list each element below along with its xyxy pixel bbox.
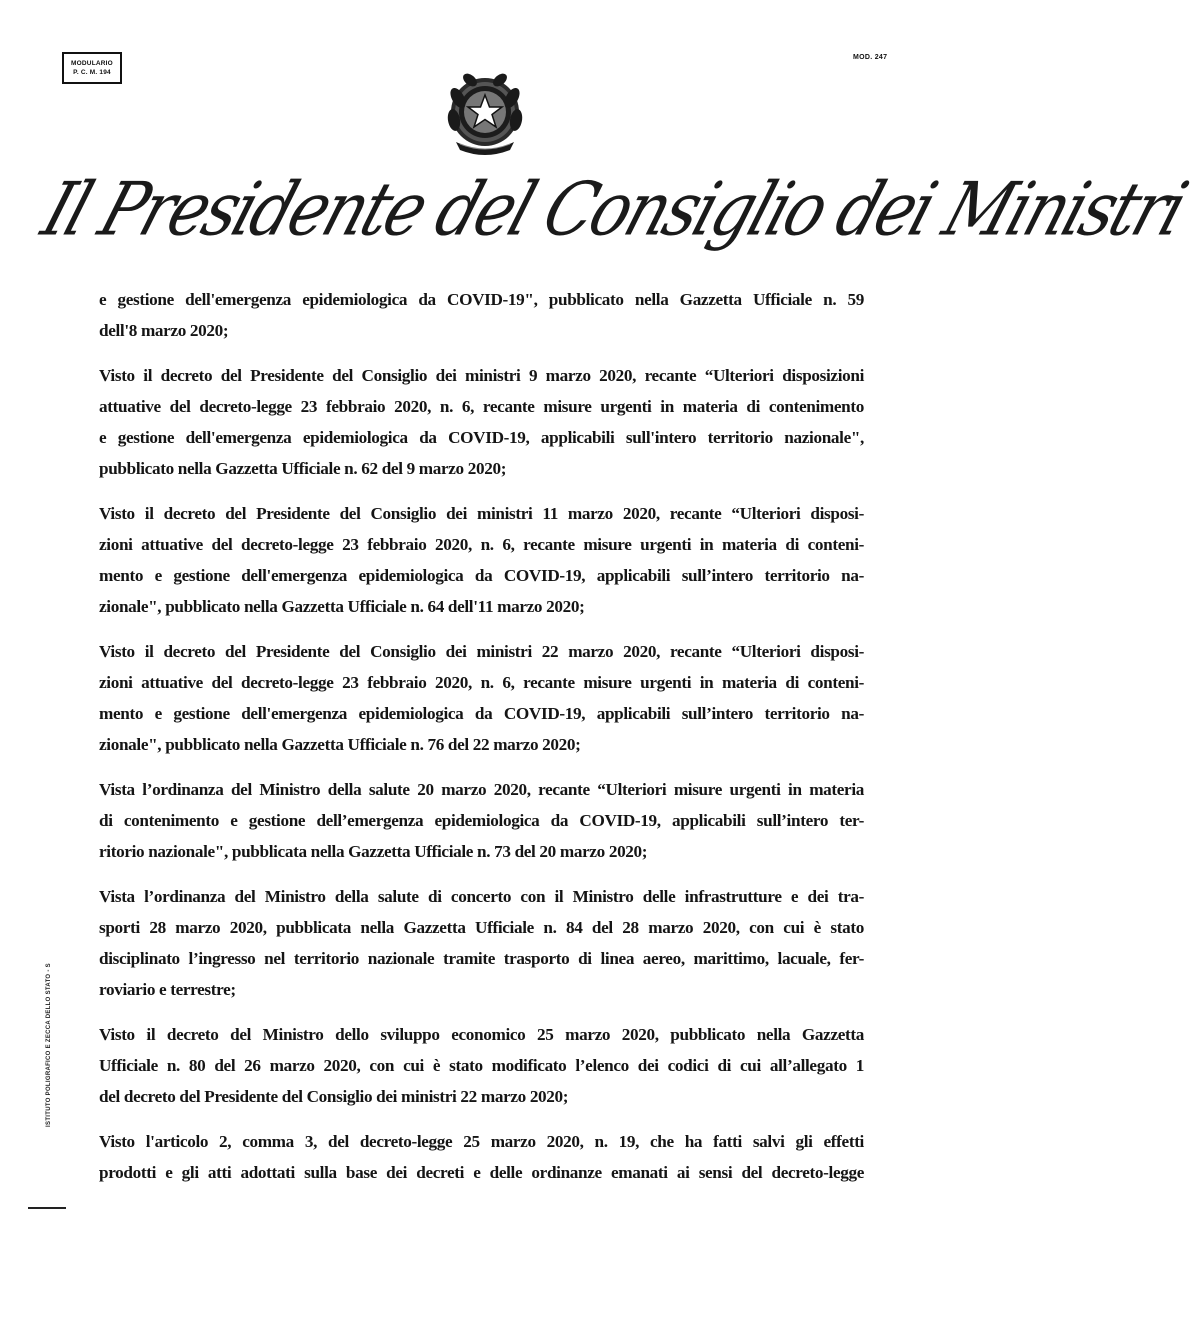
- text-line: attuative del decreto-legge 23 febbraio 2020, n. 6, recante misure urgenti in materia di contenimento: [99, 397, 864, 416]
- text-line: Visto il decreto del Presidente del Consiglio dei ministri 11 marzo 2020, recante “Ulteriori disposi-: [99, 504, 864, 523]
- paragraph: [99, 636, 864, 760]
- stamp-line-1: MODULARIO: [71, 60, 113, 67]
- paragraph: [99, 360, 864, 484]
- text-line: zionale", pubblicato nella Gazzetta Ufficiale n. 76 del 22 marzo 2020;: [99, 735, 581, 754]
- printer-margin-note: [43, 955, 55, 1135]
- text-line: Vista l’ordinanza del Ministro della salute 20 marzo 2020, recante “Ulteriori misure urgenti in materia: [99, 780, 864, 799]
- text-line: ritorio nazionale", pubblicata nella Gazzetta Ufficiale n. 73 del 20 marzo 2020;: [99, 842, 648, 861]
- text-line: Visto il decreto del Presidente del Consiglio dei ministri 9 marzo 2020, recante “Ulteriori disposizioni: [99, 366, 864, 385]
- text-line: e gestione dell'emergenza epidemiologica da COVID-19, applicabili sull'intero territorio nazionale",: [99, 428, 864, 447]
- text-line: zioni attuative del decreto-legge 23 febbraio 2020, n. 6, recante misure urgenti in materia di conteni-: [99, 535, 864, 554]
- letterhead: [32, 158, 1194, 268]
- paragraph: [99, 284, 864, 346]
- text-line: dell'8 marzo 2020;: [99, 321, 229, 340]
- text-line: Visto l'articolo 2, comma 3, del decreto-legge 25 marzo 2020, n. 19, che ha fatti salvi gli effetti: [99, 1132, 864, 1151]
- text-line: Vista l’ordinanza del Ministro della salute di concerto con il Ministro delle infrastrutture e dei tra-: [99, 887, 864, 906]
- paragraph: [99, 881, 864, 1005]
- document-body: [99, 284, 864, 1202]
- text-line: Ufficiale n. 80 del 26 marzo 2020, con cui è stato modificato l’elenco dei codici di cui all’allegato 1: [99, 1056, 864, 1075]
- text-line: disciplinato l’ingresso nel territorio nazionale tramite trasporto di linea aereo, marittimo, lacuale, fer-: [99, 949, 864, 968]
- stamp-line-2: P. C. M. 194: [73, 69, 111, 76]
- modulario-stamp: [62, 52, 122, 84]
- text-line: roviario e terrestre;: [99, 980, 236, 999]
- paragraph: [99, 498, 864, 622]
- printer-margin-note-text: ISTITUTO POLIGRAFICO E ZECCA DELLO STATO - S: [46, 963, 52, 1127]
- text-line: di contenimento e gestione dell’emergenza epidemiologica da COVID-19, applicabili sull’intero ter-: [99, 811, 864, 830]
- text-line: e gestione dell'emergenza epidemiologica da COVID-19", pubblicato nella Gazzetta Ufficiale n. 59: [99, 290, 864, 309]
- paragraph: [99, 1126, 864, 1188]
- text-line: sporti 28 marzo 2020, pubblicata nella Gazzetta Ufficiale n. 84 del 28 marzo 2020, con cui è stato: [99, 918, 864, 937]
- text-line: pubblicato nella Gazzetta Ufficiale n. 62 del 9 marzo 2020;: [99, 459, 507, 478]
- fold-mark: [28, 1207, 66, 1209]
- text-line: zioni attuative del decreto-legge 23 febbraio 2020, n. 6, recante misure urgenti in materia di conteni-: [99, 673, 864, 692]
- text-line: zionale", pubblicato nella Gazzetta Ufficiale n. 64 dell'11 marzo 2020;: [99, 597, 585, 616]
- text-line: prodotti e gli atti adottati sulla base dei decreti e delle ordinanze emanati ai sensi del decreto-legge: [99, 1163, 864, 1182]
- paragraph: [99, 774, 864, 867]
- letterhead-title: Il Presidente del Consiglio dei Ministri: [32, 168, 1194, 254]
- text-line: del decreto del Presidente del Consiglio dei ministri 22 marzo 2020;: [99, 1087, 569, 1106]
- text-line: mento e gestione dell'emergenza epidemiologica da COVID-19, applicabili sull’intero territorio na-: [99, 566, 864, 585]
- text-line: Visto il decreto del Presidente del Consiglio dei ministri 22 marzo 2020, recante “Ulteriori disposi-: [99, 642, 864, 661]
- form-code: MOD. 247: [853, 54, 888, 61]
- text-line: mento e gestione dell'emergenza epidemiologica da COVID-19, applicabili sull’intero territorio na-: [99, 704, 864, 723]
- italian-republic-emblem-icon: [440, 68, 530, 158]
- paragraph: [99, 1019, 864, 1112]
- text-line: Visto il decreto del Ministro dello sviluppo economico 25 marzo 2020, pubblicato nella Gazzetta: [99, 1025, 864, 1044]
